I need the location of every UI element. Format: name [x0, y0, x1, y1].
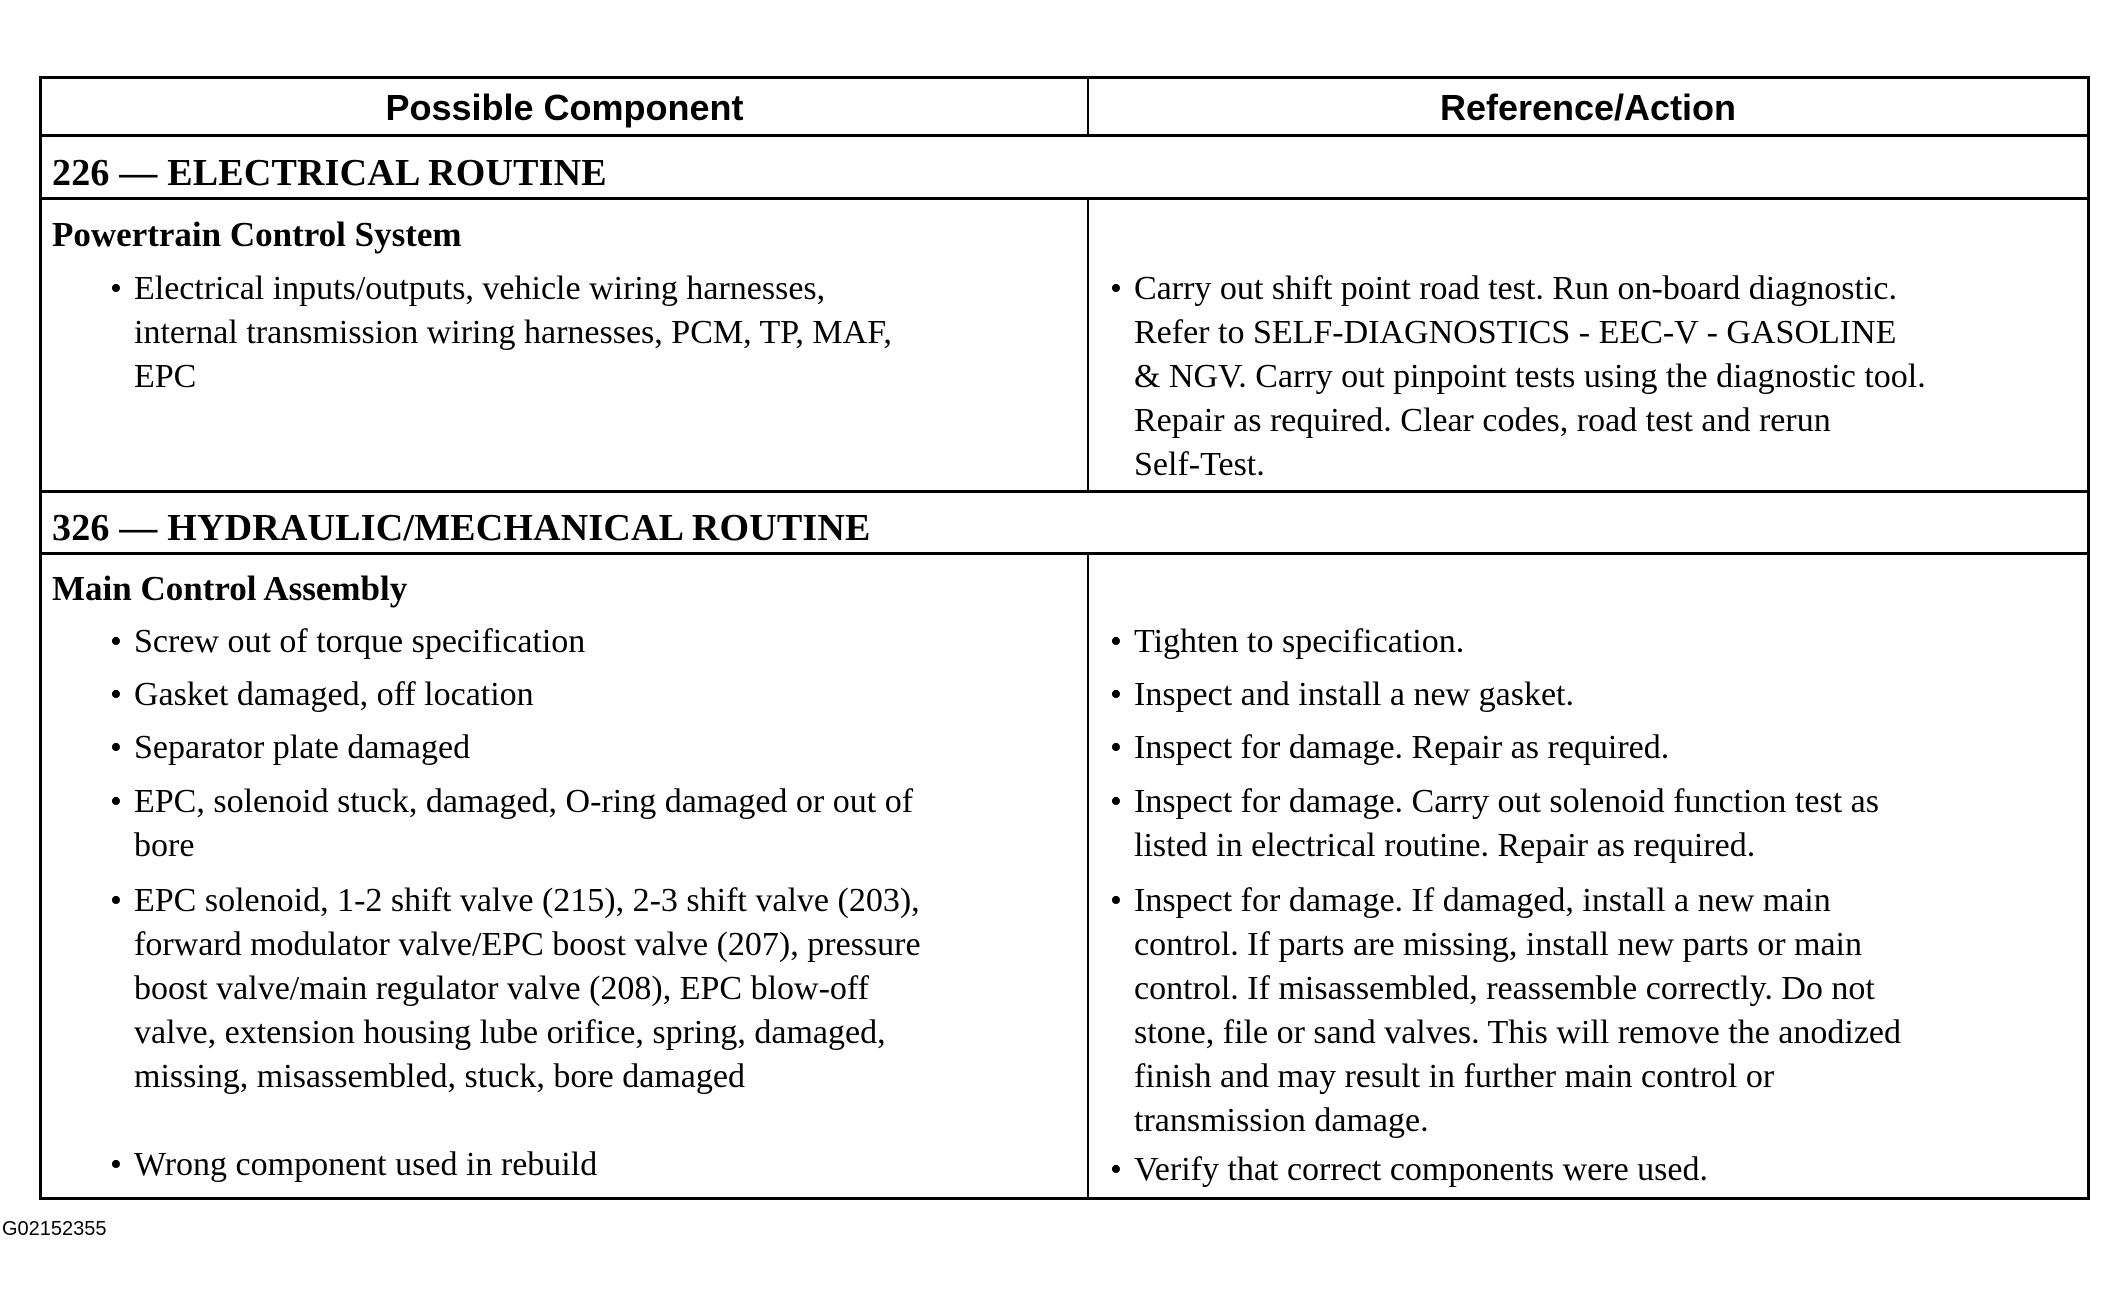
group-title-main-control: Main Control Assembly — [52, 569, 408, 608]
action-item — [1110, 1148, 2084, 1192]
row-divider — [42, 197, 2087, 200]
bullet-icon: • — [1110, 882, 1122, 919]
column-divider — [1087, 199, 1089, 492]
component-item — [110, 267, 1084, 399]
bullet-icon: • — [1110, 623, 1122, 660]
component-item — [110, 673, 1084, 717]
bullet-icon: • — [1110, 270, 1122, 307]
bullet-icon: • — [1110, 783, 1122, 820]
action-text: Inspect for damage. Carry out solenoid function test as listed in electrical routine. Repair as required. — [1134, 783, 1879, 864]
component-text: Separator plate damaged — [134, 729, 471, 766]
action-text: Carry out shift point road test. Run on-board diagnostic. Refer to SELF-DIAGNOSTICS - EEC-V - GASOLINE & NGV. Carry out pinpoint tests using the diagnostic tool. Repair as required. Clear codes, road test and rerun Self-Test. — [1134, 270, 1926, 483]
action-text: Inspect and install a new gasket. — [1134, 676, 1574, 713]
component-text: Gasket damaged, off location — [134, 676, 534, 713]
figure-code: G02152355 — [2, 1218, 107, 1240]
action-item — [1110, 620, 2084, 664]
column-divider — [1087, 554, 1089, 1197]
component-text: Screw out of torque specification — [134, 623, 586, 660]
action-item — [1110, 673, 2084, 717]
action-item — [1110, 726, 2084, 770]
action-item — [1110, 267, 2084, 487]
header-possible-component: Possible Component — [385, 87, 744, 128]
component-text: Wrong component used in rebuild — [134, 1146, 598, 1183]
column-divider — [1087, 79, 1089, 137]
action-item — [1110, 879, 2084, 1143]
component-item — [110, 726, 1084, 770]
section-title-electrical: 226 — ELECTRICAL ROUTINE — [52, 152, 607, 194]
action-text: Verify that correct components were used. — [1134, 1151, 1708, 1188]
bullet-icon: • — [110, 676, 122, 713]
bullet-icon: • — [110, 783, 122, 820]
header-reference-action: Reference/Action — [1439, 87, 1737, 128]
component-item — [110, 879, 1084, 1099]
section-title-hydraulic: 326 — HYDRAULIC/MECHANICAL ROUTINE — [52, 507, 871, 549]
diagnosis-table — [39, 76, 2090, 1200]
action-item — [1110, 780, 2084, 868]
bullet-icon: • — [1110, 676, 1122, 713]
bullet-icon: • — [110, 623, 122, 660]
bullet-icon: • — [110, 270, 122, 307]
component-item — [110, 620, 1084, 664]
component-text: Electrical inputs/outputs, vehicle wiring harnesses, internal transmission wiring harnesses, PCM, TP, MAF, EPC — [134, 270, 892, 395]
row-divider — [42, 490, 2087, 493]
action-text: Inspect for damage. Repair as required. — [1134, 729, 1670, 766]
bullet-icon: • — [1110, 729, 1122, 766]
action-text: Tighten to specification. — [1134, 623, 1465, 660]
action-text: Inspect for damage. If damaged, install a new main control. If parts are missing, install new parts or main control. If misassembled, reassemble correctly. Do not stone, file or sand valves. This will remove the anodized finish and may result in further main control or transmission damage. — [1134, 882, 1902, 1139]
row-divider — [42, 552, 2087, 555]
bullet-icon: • — [1110, 1151, 1122, 1188]
bullet-icon: • — [110, 882, 122, 919]
bullet-icon: • — [110, 729, 122, 766]
bullet-icon: • — [110, 1146, 122, 1183]
component-text: EPC, solenoid stuck, damaged, O-ring damaged or out of bore — [134, 783, 914, 864]
component-text: EPC solenoid, 1-2 shift valve (215), 2-3 shift valve (203), forward modulator valve/EPC boost valve (207), pressure boost valve/main regulator valve (208), EPC blow-off valve, extension housing lube orifice, spring, damaged, missing, misassembled, stuck, bore damaged — [134, 882, 921, 1095]
component-item — [110, 780, 1084, 868]
table-header-row — [42, 79, 2087, 137]
group-title-powertrain: Powertrain Control System — [52, 215, 462, 254]
component-item — [110, 1143, 1084, 1187]
